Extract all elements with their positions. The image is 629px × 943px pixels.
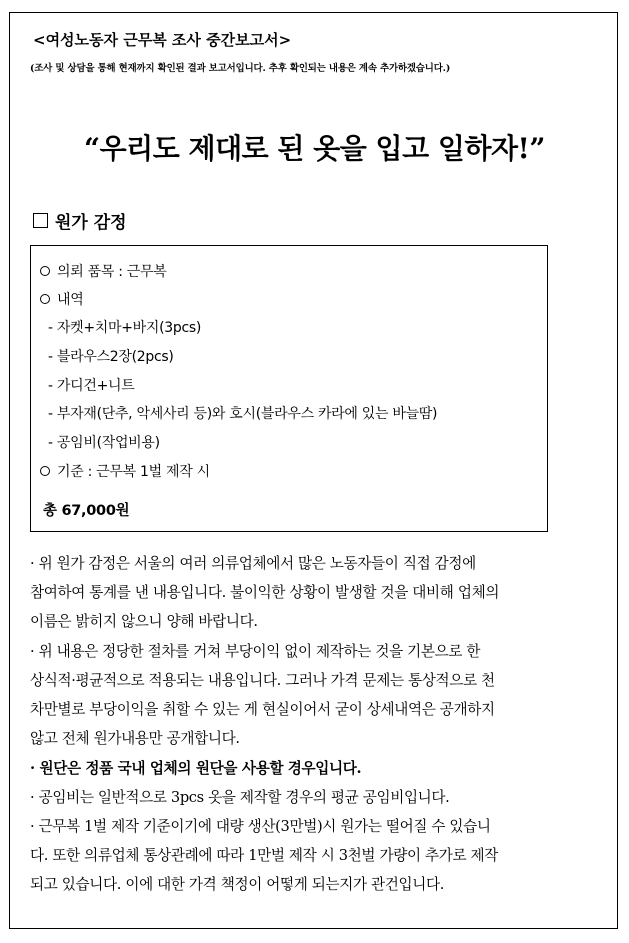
item-line xyxy=(40,261,166,281)
note-line: · 근무복 1벌 제작 기준이기에 대량 생산(3만벌)시 원가는 떨어질 수 있습니 xyxy=(30,818,491,835)
note-line: 참여하여 통계를 낸 내용입니다. 불이익한 상황이 발생할 것을 대비해 업체의 xyxy=(30,584,500,601)
note-line: 다. 또한 의류업체 통상관례에 따라 1만벌 제작 시 3천벌 가량이 추가로 제작 xyxy=(30,847,499,864)
note-line: · 공임비는 일반적으로 3pcs 옷을 제작할 경우의 평균 공임비입니다. xyxy=(30,789,450,806)
detail-item: - 블라우스2장(2pcs) xyxy=(48,349,174,365)
detail-item: - 공임비(작업비용) xyxy=(48,435,160,451)
basis-line-text: 기준 : 근무복 1벌 제작 시 xyxy=(57,464,210,480)
detail-item: - 자켓+치마+바지(3pcs) xyxy=(48,320,202,336)
circle-bullet-icon xyxy=(40,294,50,304)
note-line: · 위 원가 감정은 서울의 여러 의류업체에서 많은 노동자들이 직접 감정에 xyxy=(30,555,476,572)
cost-estimate-box xyxy=(30,245,548,532)
report-header-note: (조사 및 상담을 통해 현재까지 확인된 결과 보고서입니다. 추후 확인되는 내용은 계속 추가하겠습니다.) xyxy=(30,63,451,74)
note-line: 되고 있습니다. 이에 대한 가격 책정이 어떻게 되는지가 관건입니다. xyxy=(30,876,445,893)
checkbox-icon xyxy=(33,213,48,228)
circle-bullet-icon xyxy=(40,266,50,276)
detail-label-line xyxy=(40,289,83,309)
report-header-title: <여성노동자 근무복 조사 중간보고서> xyxy=(33,31,292,49)
note-line: 않고 전체 원가내용만 공개합니다. xyxy=(30,730,240,747)
note-line: 이름은 밝히지 않으니 양해 바랍니다. xyxy=(30,613,258,630)
detail-item: - 부자재(단추, 악세사리 등)와 호시(블라우스 카라에 있는 바늘땀) xyxy=(48,406,438,422)
detail-label-text: 내역 xyxy=(57,292,84,308)
item-line-text: 의뢰 품목 : 근무복 xyxy=(57,264,167,280)
main-title: “우리도 제대로 된 옷을 입고 일하자!” xyxy=(84,132,545,165)
detail-item: - 가디건+니트 xyxy=(48,378,135,394)
total-cost: 총 67,000원 xyxy=(43,503,130,519)
note-line: 차만별로 부당이익을 취할 수 있는 게 현실이어서 굳이 상세내역은 공개하지 xyxy=(30,701,495,718)
note-line: · 위 내용은 정당한 절차를 거쳐 부당이익 없이 제작하는 것을 기본으로 한 xyxy=(30,643,481,660)
note-line-emphasis: · 원단은 정품 국내 업체의 원단을 사용할 경우입니다. xyxy=(30,760,362,777)
note-line: 상식적·평균적으로 적용되는 내용입니다. 그러나 가격 문제는 통상적으로 천 xyxy=(30,672,495,689)
basis-line xyxy=(40,461,210,481)
section-heading-text: 원가 감정 xyxy=(55,213,127,233)
circle-bullet-icon xyxy=(40,466,50,476)
section-heading xyxy=(33,208,127,233)
